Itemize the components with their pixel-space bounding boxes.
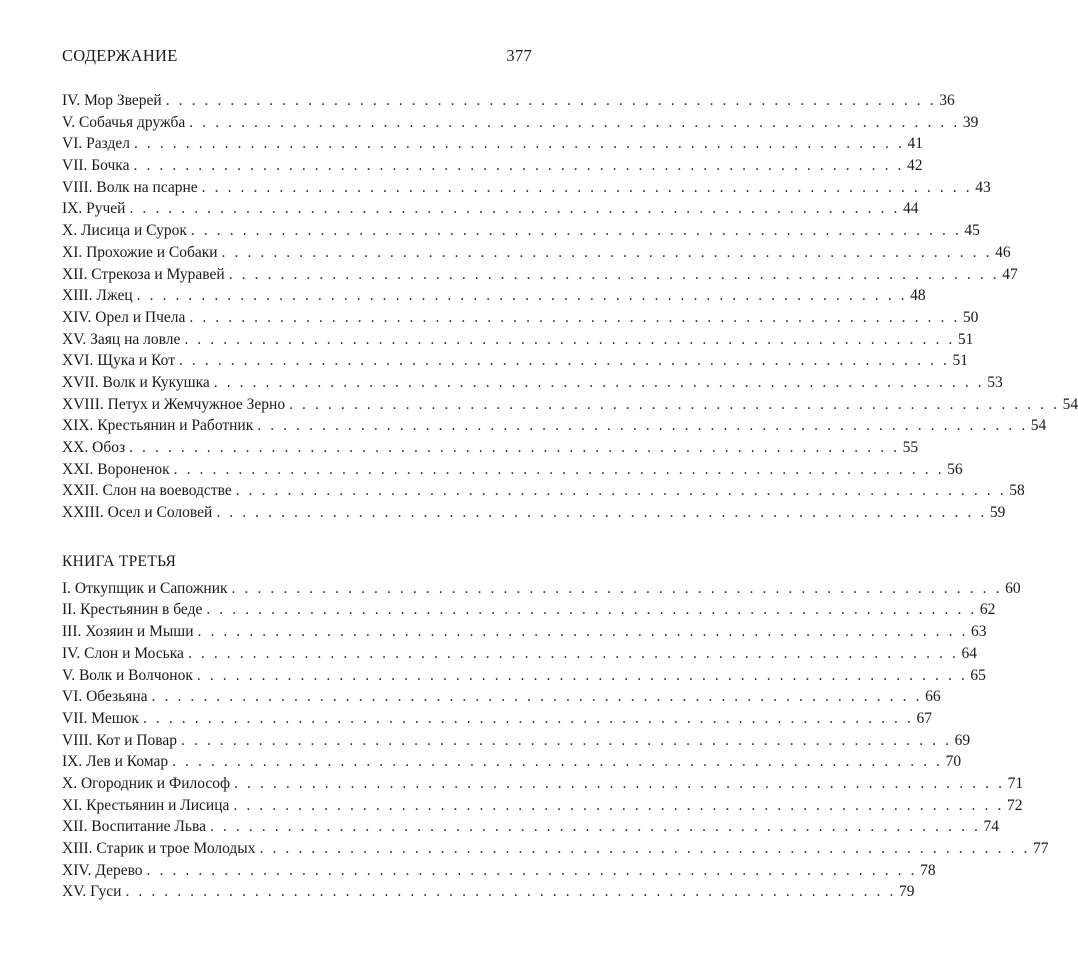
toc-entry-title: X. Огородник и Философ xyxy=(62,774,231,792)
toc-entry xyxy=(62,459,963,481)
toc-entry xyxy=(62,242,1011,264)
dot-leader: . . . . . . . . . . . . . . . . . . . . . . . . . . . . . . . . . . . . . . . . . . . . . . . . . . . . . . . . . . . . xyxy=(133,157,905,175)
toc-entry xyxy=(62,394,1078,416)
toc-entry-page: 51 xyxy=(952,352,969,370)
toc-entry-title: IX. Ручей xyxy=(62,200,126,218)
toc-entry-title: XIX. Крестьянин и Работник xyxy=(62,417,254,435)
dot-leader: . . . . . . . . . . . . . . . . . . . . . . . . . . . . . . . . . . . . . . . . . . . . . . . . . . . . . . . . . . . . xyxy=(190,222,962,240)
dot-leader: . . . . . . . . . . . . . . . . . . . . . . . . . . . . . . . . . . . . . . . . . . . . . . . . . . . . . . . . . . . . xyxy=(231,579,1003,597)
dot-leader: . . . . . . . . . . . . . . . . . . . . . . . . . . . . . . . . . . . . . . . . . . . . . . . . . . . . . . . . . . . . xyxy=(133,135,905,153)
toc-entry-title: XIV. Дерево xyxy=(62,861,143,879)
dot-leader: . . . . . . . . . . . . . . . . . . . . . . . . . . . . . . . . . . . . . . . . . . . . . . . . . . . . . . . . . . . . xyxy=(234,774,1005,792)
page-number: 377 xyxy=(506,46,532,65)
toc-entry-page: 54 xyxy=(1062,395,1078,413)
toc-entry-title: XIV. Орел и Пчела xyxy=(62,308,186,326)
toc-entry-page: 58 xyxy=(1009,482,1025,500)
toc-entry-title: III. Хозяин и Мыши xyxy=(62,623,194,641)
toc-entry-title: IV. Мор Зверей xyxy=(62,92,162,109)
dot-leader: . . . . . . . . . . . . . . . . . . . . . . . . . . . . . . . . . . . . . . . . . . . . . . . . . . . . . . . . . . . . xyxy=(151,688,923,706)
toc-entry-title: IX. Лев и Комар xyxy=(62,753,169,771)
toc-entry xyxy=(62,264,1018,286)
toc-entry-page: 69 xyxy=(954,731,971,749)
dot-leader: . . . . . . . . . . . . . . . . . . . . . . . . . . . . . . . . . . . . . . . . . . . . . . . . . . . . . . . . . . . . xyxy=(233,796,1004,814)
dot-leader: . . . . . . . . . . . . . . . . . . . . . . . . . . . . . . . . . . . . . . . . . . . . . . . . . . . . . . . . . . . . xyxy=(129,439,900,456)
toc-entry-title: VII. Бочка xyxy=(62,157,130,175)
toc-entry-title: VI. Обезьяна xyxy=(62,688,148,706)
dot-leader: . . . . . . . . . . . . . . . . . . . . . . . . . . . . . . . . . . . . . . . . . . . . . . . . . . . . . . . . . . . . xyxy=(146,861,918,879)
toc-list xyxy=(62,578,1049,903)
toc-entry-page: 39 xyxy=(962,113,979,131)
toc-entry xyxy=(62,480,1025,502)
dot-leader: . . . . . . . . . . . . . . . . . . . . . . . . . . . . . . . . . . . . . . . . . . . . . . . . . . . . . . . . . . . . xyxy=(196,666,968,684)
toc-entry xyxy=(62,415,1047,437)
toc-entry-page: 60 xyxy=(1005,579,1021,597)
toc-entry-page: 64 xyxy=(961,644,977,662)
dot-leader: . . . . . . . . . . . . . . . . . . . . . . . . . . . . . . . . . . . . . . . . . . . . . . . . . . . . . . . . . . . . xyxy=(235,482,1007,500)
toc-entry-title: X. Лисица и Сурок xyxy=(62,222,187,240)
toc-entry xyxy=(62,708,932,730)
toc-entry-page: 70 xyxy=(945,753,962,771)
toc-entry xyxy=(62,881,915,903)
dot-leader: . . . . . . . . . . . . . . . . . . . . . . . . . . . . . . . . . . . . . . . . . . . . . . . . . . . . . . . . . . . . xyxy=(216,504,987,522)
toc-entry-title: II. Крестьянин в беде xyxy=(62,601,203,619)
dot-leader: . . . . . . . . . . . . . . . . . . . . . . . . . . . . . . . . . . . . . . . . . . . . . . . . . . . . . . . . . . . . xyxy=(136,287,908,305)
dot-leader: . . . . . . . . . . . . . . . . . . . . . . . . . . . . . . . . . . . . . . . . . . . . . . . . . . . . . . . . . . . . xyxy=(181,731,952,749)
toc-entry-page: 36 xyxy=(939,92,955,109)
toc-entry-page: 41 xyxy=(907,135,923,153)
toc-entry-title: VIII. Волк на псарне xyxy=(62,178,198,196)
toc-entry xyxy=(62,285,926,307)
dot-leader: . . . . . . . . . . . . . . . . . . . . . . . . . . . . . . . . . . . . . . . . . . . . . . . . . . . . . . . . . . . . xyxy=(213,373,985,391)
dot-leader: . . . . . . . . . . . . . . . . . . . . . . . . . . . . . . . . . . . . . . . . . . . . . . . . . . . . . . . . . . . . xyxy=(165,92,937,109)
toc-entry-title: XVI. Щука и Кот xyxy=(62,352,175,370)
toc-entry-page: 43 xyxy=(975,178,991,196)
toc-entry xyxy=(62,860,936,882)
toc-entry-page: 74 xyxy=(983,818,1000,836)
toc-entry-title: XI. Прохожие и Собаки xyxy=(62,243,218,261)
dot-leader: . . . . . . . . . . . . . . . . . . . . . . . . . . . . . . . . . . . . . . . . . . . . . . . . . . . . . . . . . . . . xyxy=(197,623,969,641)
toc-entry xyxy=(62,795,1023,817)
toc-entry-title: XVII. Волк и Кукушка xyxy=(62,373,210,391)
dot-leader: . . . . . . . . . . . . . . . . . . . . . . . . . . . . . . . . . . . . . . . . . . . . . . . . . . . . . . . . . . . . xyxy=(129,200,900,218)
toc-entry xyxy=(62,665,986,687)
toc-entry xyxy=(62,686,941,708)
dot-leader: . . . . . . . . . . . . . . . . . . . . . . . . . . . . . . . . . . . . . . . . . . . . . . . . . . . . . . . . . . . . xyxy=(206,601,977,619)
toc-entry-page: 45 xyxy=(964,222,980,240)
toc-entry-page: 65 xyxy=(970,666,986,684)
toc-entry xyxy=(62,329,974,351)
toc-entry xyxy=(62,220,980,242)
dot-leader: . . . . . . . . . . . . . . . . . . . . . . . . . . . . . . . . . . . . . . . . . . . . . . . . . . . . . . . . . . . . xyxy=(189,308,960,326)
dot-leader: . . . . . . . . . . . . . . . . . . . . . . . . . . . . . . . . . . . . . . . . . . . . . . . . . . . . . . . . . . . . xyxy=(209,818,981,836)
toc-entry-page: 59 xyxy=(989,504,1006,522)
toc-entry xyxy=(62,350,969,372)
toc-entry-title: XIII. Лжец xyxy=(62,287,133,305)
dot-leader: . . . . . . . . . . . . . . . . . . . . . . . . . . . . . . . . . . . . . . . . . . . . . . . . . . . . . . . . . . . . xyxy=(201,178,973,196)
toc-entry-title: VII. Мешок xyxy=(62,709,139,727)
dot-leader: . . . . . . . . . . . . . . . . . . . . . . . . . . . . . . . . . . . . . . . . . . . . . . . . . . . . . . . . . . . . xyxy=(289,395,1060,413)
toc-entry-page: 63 xyxy=(971,623,987,641)
toc-entry xyxy=(62,502,1006,524)
toc-entry xyxy=(62,773,1024,795)
dot-leader: . . . . . . . . . . . . . . . . . . . . . . . . . . . . . . . . . . . . . . . . . . . . . . . . . . . . . . . . . . . . xyxy=(221,243,993,261)
toc-entry-title: VI. Раздел xyxy=(62,135,130,153)
dot-leader: . . . . . . . . . . . . . . . . . . . . . . . . . . . . . . . . . . . . . . . . . . . . . . . . . . . . . . . . . . . . xyxy=(259,840,1030,857)
toc-entry-page: 66 xyxy=(925,688,941,706)
toc-entry xyxy=(62,751,962,773)
toc-entry xyxy=(62,112,979,134)
toc-entry-page: 54 xyxy=(1030,417,1047,435)
toc-entry-title: XX. Обоз xyxy=(62,439,126,456)
dot-leader: . . . . . . . . . . . . . . . . . . . . . . . . . . . . . . . . . . . . . . . . . . . . . . . . . . . . . . . . . . . . xyxy=(142,709,914,727)
toc-entry xyxy=(62,198,919,220)
toc-entry-title: XI. Крестьянин и Лисица xyxy=(62,796,230,814)
toc-entry xyxy=(62,599,996,621)
toc-entry-page: 44 xyxy=(902,200,919,218)
toc-entry xyxy=(62,372,1003,394)
toc-list xyxy=(62,90,1078,524)
dot-leader: . . . . . . . . . . . . . . . . . . . . . . . . . . . . . . . . . . . . . . . . . . . . . . . . . . . . . . . . . . . . xyxy=(172,753,943,771)
toc-entry-title: V. Собачья дружба xyxy=(62,113,186,131)
toc-entry-title: VIII. Кот и Повар xyxy=(62,731,178,749)
toc-entry-title: XXII. Слон на воеводстве xyxy=(62,482,232,500)
toc-page xyxy=(62,46,1078,903)
dot-leader: . . . . . . . . . . . . . . . . . . . . . . . . . . . . . . . . . . . . . . . . . . . . . . . . . . . . . . . . . . . . xyxy=(187,644,959,662)
toc-entry-page: 56 xyxy=(947,460,963,478)
toc-section xyxy=(62,550,1049,903)
toc-entry-title: XV. Заяц на ловле xyxy=(62,330,181,348)
toc-entry xyxy=(62,643,977,665)
dot-leader: . . . . . . . . . . . . . . . . . . . . . . . . . . . . . . . . . . . . . . . . . . . . . . . . . . . . . . . . . . . . xyxy=(257,417,1028,435)
toc-entry xyxy=(62,730,971,752)
toc-entry xyxy=(62,578,1021,600)
toc-entry xyxy=(62,621,987,643)
toc-entry-page: 42 xyxy=(907,157,923,175)
toc-entry-page: 62 xyxy=(979,601,996,619)
toc-entry-page: 77 xyxy=(1033,840,1049,857)
dot-leader: . . . . . . . . . . . . . . . . . . . . . . . . . . . . . . . . . . . . . . . . . . . . . . . . . . . . . . . . . . . . xyxy=(173,460,945,478)
toc-entry xyxy=(62,437,919,459)
toc-entry xyxy=(62,816,1000,838)
toc-entry-page: 51 xyxy=(957,330,974,348)
toc-entry-page: 79 xyxy=(898,883,915,901)
table-of-contents xyxy=(62,90,1078,903)
toc-entry xyxy=(62,90,955,112)
toc-entry-title: XII. Стрекоза и Муравей xyxy=(62,265,225,283)
toc-entry-page: 46 xyxy=(995,243,1011,261)
toc-entry-title: XII. Воспитание Льва xyxy=(62,818,206,836)
toc-entry-title: XXI. Вороненок xyxy=(62,460,170,478)
dot-leader: . . . . . . . . . . . . . . . . . . . . . . . . . . . . . . . . . . . . . . . . . . . . . . . . . . . . . . . . . . . . xyxy=(228,265,1000,283)
toc-section xyxy=(62,90,1078,524)
toc-entry-page: 71 xyxy=(1007,774,1024,792)
section-title: СОДЕРЖАНИЕ xyxy=(62,46,178,65)
toc-entry-page: 47 xyxy=(1002,265,1018,283)
toc-entry xyxy=(62,133,923,155)
toc-entry-title: XV. Гуси xyxy=(62,883,122,901)
toc-entry-page: 67 xyxy=(916,709,932,727)
dot-leader: . . . . . . . . . . . . . . . . . . . . . . . . . . . . . . . . . . . . . . . . . . . . . . . . . . . . . . . . . . . . xyxy=(184,330,955,348)
toc-entry xyxy=(62,838,1049,860)
toc-entry-page: 55 xyxy=(902,439,919,456)
dot-leader: . . . . . . . . . . . . . . . . . . . . . . . . . . . . . . . . . . . . . . . . . . . . . . . . . . . . . . . . . . . . xyxy=(125,883,896,901)
toc-entry-title: XXIII. Осел и Соловей xyxy=(62,504,213,522)
toc-entry-title: V. Волк и Волчонок xyxy=(62,666,193,684)
toc-entry-page: 72 xyxy=(1006,796,1023,814)
toc-entry-page: 48 xyxy=(910,287,926,305)
book-heading: КНИГА ТРЕТЬЯ xyxy=(62,552,177,570)
toc-entry-page: 50 xyxy=(962,308,979,326)
toc-entry xyxy=(62,177,991,199)
toc-entry xyxy=(62,307,979,329)
dot-leader: . . . . . . . . . . . . . . . . . . . . . . . . . . . . . . . . . . . . . . . . . . . . . . . . . . . . . . . . . . . . xyxy=(189,113,960,131)
toc-entry-title: XVIII. Петух и Жемчужное Зерно xyxy=(62,395,286,413)
toc-entry-title: XIII. Старик и трое Молодых xyxy=(62,840,256,857)
toc-entry-title: IV. Слон и Моська xyxy=(62,644,184,662)
toc-entry-page: 53 xyxy=(987,373,1003,391)
running-head xyxy=(62,46,532,70)
toc-entry-title: I. Откупщик и Сапожник xyxy=(62,579,228,597)
toc-entry-page: 78 xyxy=(920,861,936,879)
toc-entry xyxy=(62,155,923,177)
dot-leader: . . . . . . . . . . . . . . . . . . . . . . . . . . . . . . . . . . . . . . . . . . . . . . . . . . . . . . . . . . . . xyxy=(178,352,950,370)
